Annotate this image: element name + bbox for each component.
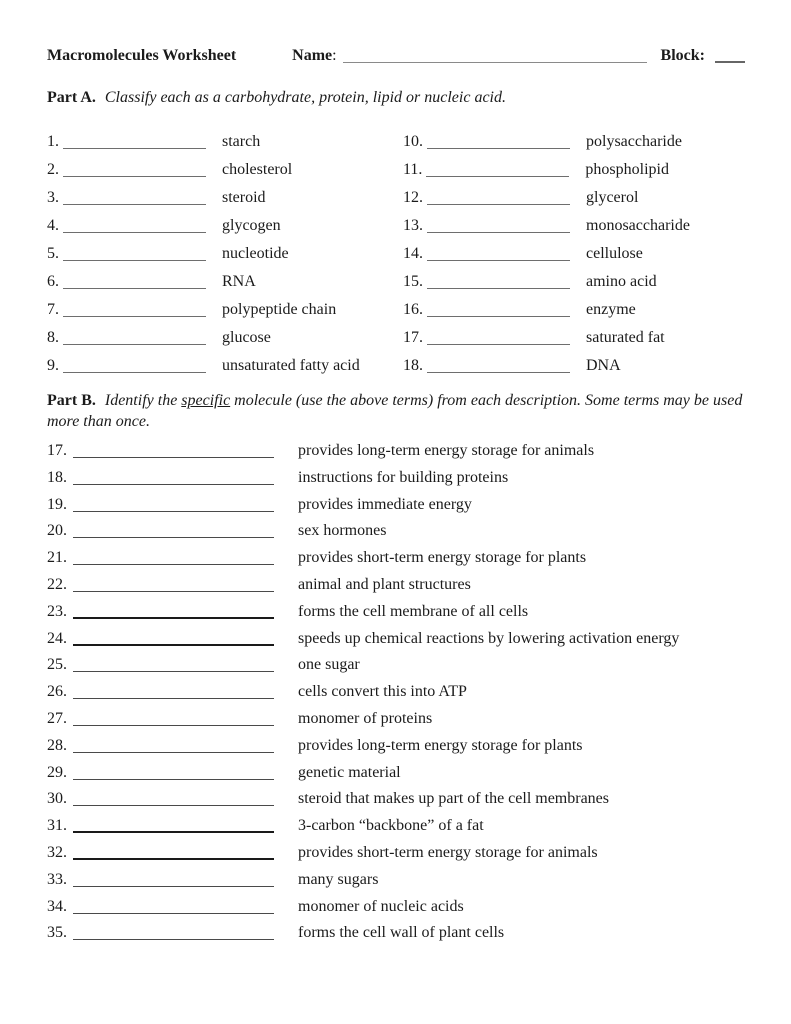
item-description: monomer of proteins: [298, 709, 433, 727]
item-term: DNA: [586, 357, 621, 374]
part-b-item-row: [47, 734, 745, 761]
item-description: many sugars: [298, 870, 379, 888]
item-number: 19.: [47, 495, 67, 513]
item-term: cholesterol: [222, 161, 293, 178]
part-b-item-row: [47, 707, 745, 734]
answer-blank-line: [73, 817, 274, 833]
item-number: 27.: [47, 709, 67, 727]
item-term: glucose: [222, 329, 271, 346]
item-number: 10.: [403, 133, 423, 150]
answer-blank-line: [73, 442, 274, 458]
part-a-item-row: [403, 214, 759, 242]
item-number: 17.: [47, 442, 67, 459]
item-number: 18.: [47, 468, 67, 486]
part-a-item-row: [403, 298, 759, 326]
part-b-instructions: [47, 392, 742, 430]
answer-blank-line: [427, 245, 570, 261]
block-blank-line: [715, 47, 745, 63]
item-term: enzyme: [586, 301, 636, 318]
item-number: 16.: [403, 301, 423, 318]
item-number: 33.: [47, 870, 67, 888]
item-term: monosaccharide: [586, 217, 690, 234]
answer-blank-line: [73, 496, 274, 512]
part-a-item-row: [47, 326, 403, 354]
part-b-item-row: [47, 653, 745, 680]
worksheet-title: Macromolecules Worksheet: [47, 47, 237, 64]
item-term: unsaturated fatty acid: [222, 357, 360, 374]
item-term: glycerol: [586, 189, 639, 206]
item-number: 12.: [403, 189, 423, 206]
part-b-item-row: [47, 466, 745, 493]
part-a-left-column: [47, 130, 403, 382]
answer-blank-line: [73, 469, 274, 485]
item-number: 32.: [47, 843, 67, 861]
item-number: 4.: [47, 217, 59, 234]
answer-blank-line: [73, 924, 274, 940]
item-number: 17.: [403, 329, 423, 346]
part-a-item-row: [47, 130, 403, 158]
item-number: 28.: [47, 736, 67, 754]
item-term: RNA: [222, 273, 256, 290]
item-number: 35.: [47, 924, 67, 942]
answer-blank-line: [427, 329, 570, 345]
part-a-item-row: [403, 270, 759, 298]
item-number: 31.: [47, 817, 67, 835]
part-a-right-column: [403, 130, 759, 382]
item-term: starch: [222, 133, 261, 150]
part-b-item-row: [47, 600, 745, 627]
part-a-list: [47, 130, 745, 382]
item-number: 29.: [47, 763, 67, 781]
answer-blank-line: [73, 898, 274, 914]
answer-blank-line: [63, 357, 206, 373]
part-a-item-row: [403, 158, 759, 186]
item-description: forms the cell wall of plant cells: [298, 924, 505, 942]
part-a-item-row: [403, 186, 759, 214]
item-description: 3-carbon “backbone” of a fat: [298, 817, 484, 835]
answer-blank-line: [73, 656, 274, 672]
answer-blank-line: [73, 871, 274, 887]
answer-blank-line: [427, 217, 570, 233]
item-description: instructions for building proteins: [298, 468, 509, 486]
item-term: saturated fat: [586, 329, 665, 346]
item-description: provides short-term energy storage for animals: [298, 843, 598, 861]
item-description: forms the cell membrane of all cells: [298, 602, 529, 620]
item-description: cells convert this into ATP: [298, 683, 467, 701]
part-a-item-row: [47, 186, 403, 214]
answer-blank-line: [73, 737, 274, 753]
answer-blank-line: [73, 522, 274, 538]
answer-blank-line: [73, 844, 274, 860]
name-blank-line: [343, 47, 647, 63]
item-number: 22.: [47, 575, 67, 593]
item-term: polysaccharide: [586, 133, 682, 150]
item-term: nucleotide: [222, 245, 289, 262]
part-a-item-row: [403, 130, 759, 158]
part-a-item-row: [403, 242, 759, 270]
item-description: sex hormones: [298, 522, 387, 540]
item-number: 13.: [403, 217, 423, 234]
part-a-heading: [47, 87, 745, 108]
item-number: 21.: [47, 549, 67, 567]
part-b-item-row: [47, 439, 745, 466]
part-a-item-row: [403, 326, 759, 354]
answer-blank-line: [427, 357, 570, 373]
part-b-label: Part B.: [47, 392, 96, 409]
answer-blank-line: [63, 133, 206, 149]
part-b-item-row: [47, 493, 745, 520]
answer-blank-line: [73, 549, 274, 565]
item-number: 7.: [47, 301, 59, 318]
part-b-item-row: [47, 841, 745, 868]
answer-blank-line: [73, 576, 274, 592]
part-b-instructions-pre: Identify the: [104, 392, 182, 409]
part-a-instructions: Classify each as a carbohydrate, protein, lipid or nucleic acid.: [104, 89, 506, 106]
answer-blank-line: [63, 217, 206, 233]
item-number: 26.: [47, 683, 67, 701]
part-a-item-row: [47, 242, 403, 270]
part-a-item-row: [47, 158, 403, 186]
part-a-label: Part A.: [47, 89, 96, 106]
answer-blank-line: [63, 245, 206, 261]
part-b-heading: [47, 390, 745, 432]
name-label: Name: [292, 47, 333, 64]
answer-blank-line: [63, 273, 206, 289]
item-number: 18.: [403, 357, 423, 374]
part-b-item-row: [47, 627, 745, 654]
part-a-item-row: [47, 298, 403, 326]
answer-blank-line: [63, 161, 206, 177]
part-b-instructions-post: molecule (use the above terms) from each description. Some terms may be used more than once.: [47, 392, 743, 430]
part-b-item-row: [47, 546, 745, 573]
item-number: 24.: [47, 629, 67, 647]
answer-blank-line: [63, 329, 206, 345]
part-a-item-row: [47, 270, 403, 298]
part-b-item-row: [47, 573, 745, 600]
item-description: speeds up chemical reactions by lowering activation energy: [298, 629, 680, 647]
item-number: 30.: [47, 790, 67, 808]
item-number: 34.: [47, 897, 67, 915]
name-colon: :: [332, 47, 337, 64]
item-term: phospholipid: [585, 161, 669, 178]
part-b-item-row: [47, 787, 745, 814]
part-b-item-row: [47, 895, 745, 922]
part-a-item-row: [403, 354, 759, 382]
item-number: 15.: [403, 273, 423, 290]
item-number: 25.: [47, 656, 67, 674]
answer-blank-line: [73, 764, 274, 780]
item-description: monomer of nucleic acids: [298, 897, 464, 915]
part-b-item-row: [47, 680, 745, 707]
answer-blank-line: [73, 603, 274, 619]
item-number: 9.: [47, 357, 59, 374]
item-number: 2.: [47, 161, 59, 178]
answer-blank-line: [63, 301, 206, 317]
item-term: polypeptide chain: [222, 301, 337, 318]
item-number: 1.: [47, 133, 59, 150]
answer-blank-line: [73, 683, 274, 699]
answer-blank-line: [73, 710, 274, 726]
item-term: steroid: [222, 189, 266, 206]
item-description: one sugar: [298, 656, 360, 674]
item-number: 20.: [47, 522, 67, 540]
item-number: 5.: [47, 245, 59, 262]
part-a-item-row: [47, 214, 403, 242]
item-description: provides short-term energy storage for plants: [298, 549, 587, 567]
item-number: 6.: [47, 273, 59, 290]
block-label: Block:: [660, 47, 705, 64]
answer-blank-line: [426, 161, 569, 177]
item-description: animal and plant structures: [298, 575, 471, 593]
item-number: 3.: [47, 189, 59, 206]
answer-blank-line: [427, 189, 570, 205]
worksheet-header: [47, 44, 745, 65]
item-description: steroid that makes up part of the cell membranes: [298, 790, 610, 808]
item-number: 14.: [403, 245, 423, 262]
part-b-item-row: [47, 761, 745, 788]
item-number: 8.: [47, 329, 59, 346]
item-number: 23.: [47, 602, 67, 620]
answer-blank-line: [427, 301, 570, 317]
item-description: provides long-term energy storage for animals: [298, 442, 595, 459]
part-b-item-row: [47, 921, 745, 948]
item-description: provides long-term energy storage for plants: [298, 736, 583, 754]
answer-blank-line: [73, 630, 274, 646]
part-a-item-row: [47, 354, 403, 382]
part-b-item-row: [47, 868, 745, 895]
name-field-group: [292, 44, 660, 65]
part-b-list: [47, 439, 745, 948]
answer-blank-line: [63, 189, 206, 205]
item-term: amino acid: [586, 273, 657, 290]
answer-blank-line: [73, 790, 274, 806]
item-term: cellulose: [586, 245, 643, 262]
answer-blank-line: [427, 133, 570, 149]
item-description: genetic material: [298, 763, 401, 781]
part-b-item-row: [47, 519, 745, 546]
answer-blank-line: [427, 273, 570, 289]
item-term: glycogen: [222, 217, 281, 234]
part-b-item-row: [47, 814, 745, 841]
item-number: 11.: [403, 161, 423, 178]
item-description: provides immediate energy: [298, 495, 472, 513]
part-b-underlined-word: specific: [181, 392, 231, 409]
